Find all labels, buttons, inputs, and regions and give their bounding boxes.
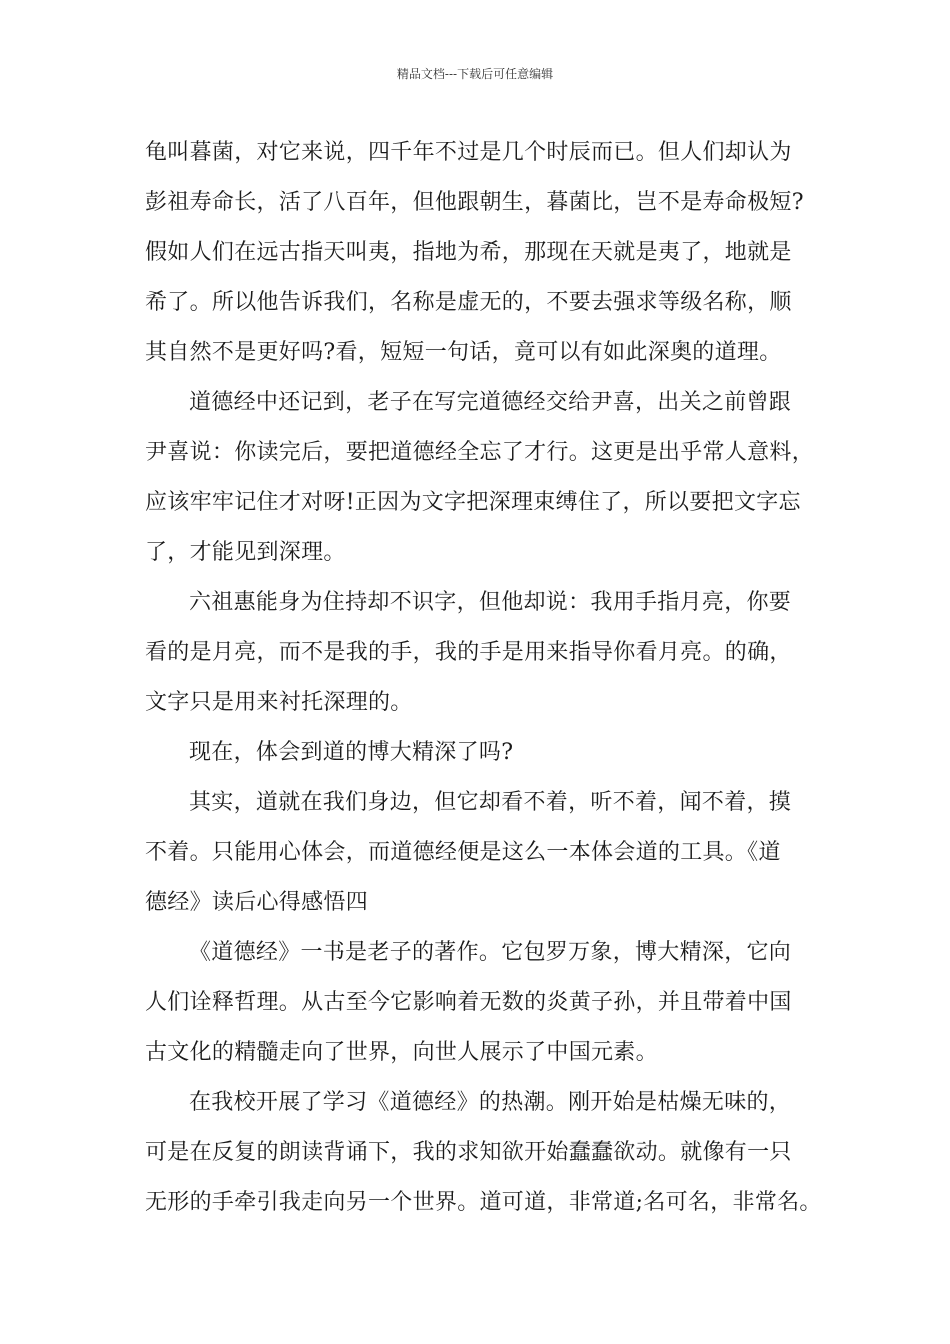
paragraph-1 xyxy=(145,128,825,378)
document-body xyxy=(145,128,825,1228)
text-line: 尹喜说：你读完后，要把道德经全忘了才行。这更是出乎常人意料， xyxy=(145,440,815,465)
text-line: 应该牢牢记住才对呀!正因为文字把深理束缚住了，所以要把文字忘 xyxy=(145,490,801,515)
text-line: 彭祖寿命长，活了八百年，但他跟朝生，暮菌比，岂不是寿命极短? xyxy=(145,190,804,215)
text-line: 其自然不是更好吗?看，短短一句话，竟可以有如此深奥的道理。 xyxy=(145,340,782,365)
paragraph-7 xyxy=(145,1078,825,1228)
text-line: 希了。所以他告诉我们，名称是虚无的，不要去强求等级名称，顺 xyxy=(145,290,792,315)
text-line: 人们诠释哲理。从古至今它影响着无数的炎黄子孙，并且带着中国 xyxy=(145,990,792,1015)
text-line: 德经》读后心得感悟四 xyxy=(145,890,369,915)
text-line: 可是在反复的朗读背诵下，我的求知欲开始蠢蠢欲动。就像有一只 xyxy=(145,1140,792,1165)
text-line: 其实，道就在我们身边，但它却看不着，听不着，闻不着，摸 xyxy=(189,790,792,815)
paragraph-3 xyxy=(145,578,825,728)
page-header: 精品文档---下载后可任意编辑 xyxy=(396,67,554,81)
text-line: 无形的手牵引我走向另一个世界。道可道，非常道;名可名，非常名。 xyxy=(145,1190,822,1215)
paragraph-2 xyxy=(145,378,825,578)
paragraph-6 xyxy=(145,928,825,1078)
text-line: 假如人们在远古指天叫夷，指地为希，那现在天就是夷了，地就是 xyxy=(145,240,792,265)
text-line: 文字只是用来衬托深理的。 xyxy=(145,690,413,715)
text-line: 看的是月亮，而不是我的手，我的手是用来指导你看月亮。的确， xyxy=(145,640,792,665)
text-line: 不着。只能用心体会，而道德经便是这么一本体会道的工具。《道 xyxy=(145,840,781,865)
paragraph-4 xyxy=(145,728,825,778)
text-line: 古文化的精髓走向了世界，向世人展示了中国元素。 xyxy=(145,1040,658,1065)
paragraph-5 xyxy=(145,778,825,928)
text-line: 现在，体会到道的博大精深了吗? xyxy=(189,740,514,765)
text-line: 龟叫暮菌，对它来说，四千年不过是几个时辰而已。但人们却认为 xyxy=(145,140,792,165)
text-line: 在我校开展了学习《道德经》的热潮。刚开始是枯燥无味的， xyxy=(189,1090,792,1115)
text-line: 六祖惠能身为住持却不识字，但他却说：我用手指月亮，你要 xyxy=(189,590,792,615)
text-line: 《道德经》一书是老子的著作。它包罗万象，博大精深，它向 xyxy=(189,940,792,965)
text-line: 了，才能见到深理。 xyxy=(145,540,346,565)
text-line: 道德经中还记到，老子在写完道德经交给尹喜，出关之前曾跟 xyxy=(189,390,792,415)
